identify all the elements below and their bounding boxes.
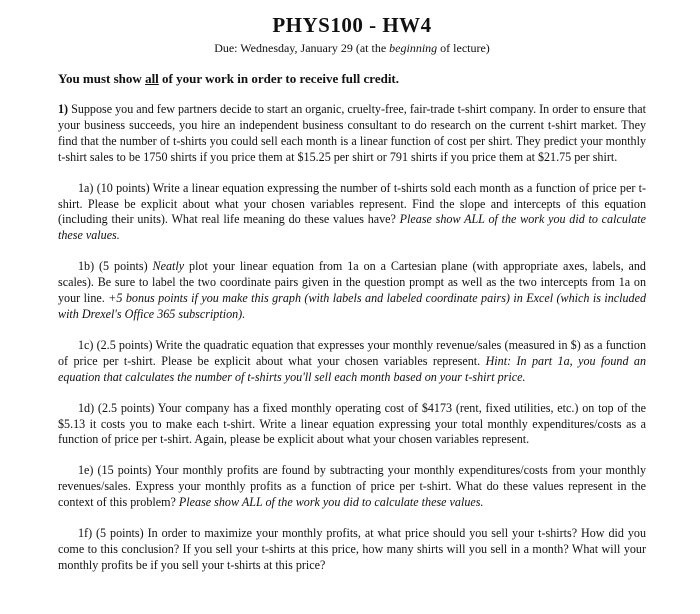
part-1d-text: 1d) (2.5 points) Your company has a fixed monthly operating cost of $4173 (rent, fixed utilities, etc.) on top of the $5.13 it costs you to make each t-shirt. Write a linear equation expressing your total monthly expenditures/costs as a function of price per t-shirt. Again, please be explicit about what your chosen variables represent.	[58, 400, 646, 447]
part-1d	[58, 401, 646, 449]
part-1e-emphasis: Please show ALL of the work you did to calculate these values.	[178, 495, 484, 510]
due-emphasis: beginning	[389, 41, 438, 55]
part-1f	[58, 526, 646, 574]
page-title: PHYS100 - HW4	[272, 13, 432, 37]
part-1a-text: 1a) (10 points) Write a linear equation expressing the number of t-shirts sold each month as a function of price per t-shirt. Please be explicit about what your chosen variables represent. Find the slope and intercepts of this equation (including their units). What real life meaning do these values have?	[58, 180, 646, 227]
due-suffix: of lecture)	[437, 41, 490, 55]
part-1e	[58, 463, 646, 511]
due-date-line	[58, 40, 646, 56]
warning-before: You must show	[58, 71, 146, 86]
part-1a-emphasis: Please show ALL of the work you did to calculate these values.	[58, 212, 647, 243]
part-1f-text: 1f) (5 points) In order to maximize your monthly profits, at what price should you sell your t-shirts? How did you come to this conclusion? If you sell your t-shirts at this price, how many shirts will you sell in a month? What will your monthly profits be if you sell your t-shirts at this price?	[58, 526, 646, 572]
part-1a	[58, 181, 646, 245]
part-1b-text: plot your linear equation from 1a on a Cartesian plane (with appropriate axes, labels, and scales). Be sure to label the two coordinate pairs given in the question prompt as well as the two intercepts from 1a on your line.	[58, 259, 646, 306]
work-warning	[58, 70, 646, 88]
part-1b-emphasis-lead: Neatly	[152, 259, 185, 274]
part-1b-emphasis: +5 bonus points if you make this graph (with labels and labeled coordinate pairs) in Excel (which is included with Drexel's Office 365 subscription).	[58, 291, 646, 321]
warning-underlined: all	[145, 71, 159, 86]
part-1b	[58, 259, 646, 323]
part-1e-text: 1e) (15 points) Your monthly profits are found by subtracting your monthly expenditures/costs from your monthly revenues/sales. Express your monthly profits as a function of price per t-shirt. What do these values represent in the context of this problem?	[58, 463, 646, 510]
warning-after: of your work in order to receive full credit.	[158, 71, 400, 86]
part-1b-lead: 1b) (5 points)	[78, 259, 153, 274]
part-1c	[58, 338, 646, 386]
part-1c-emphasis: Hint: In part 1a, you found an equation that calculates the number of t-shirts you'll sell each month based on your t-shirt price.	[58, 353, 646, 384]
part-1c-text: 1c) (2.5 points) Write the quadratic equation that expresses your monthly revenue/sales (measured in $) as a function of price per t-shirt. Please be explicit about what your chosen variables represent.	[58, 337, 646, 368]
due-prefix: Due: Wednesday, January 29 (at the	[214, 41, 390, 55]
problem-intro-text: Suppose you and few partners decide to start an organic, cruelty-free, fair-trade t-shirt company. In order to ensure that your business succeeds, you hire an independent business consultant to do research on the current t-shirt market. They find that the number of t-shirts you could sell each month is a linear function of cost per shirt. They predict your monthly t-shirt sales to be 1750 shirts if you price them at $15.25 per shirt or 791 shirts if you price them at $21.75 per shirt.	[58, 102, 646, 164]
problem-intro	[58, 102, 646, 166]
problem-number: 1)	[58, 102, 69, 116]
